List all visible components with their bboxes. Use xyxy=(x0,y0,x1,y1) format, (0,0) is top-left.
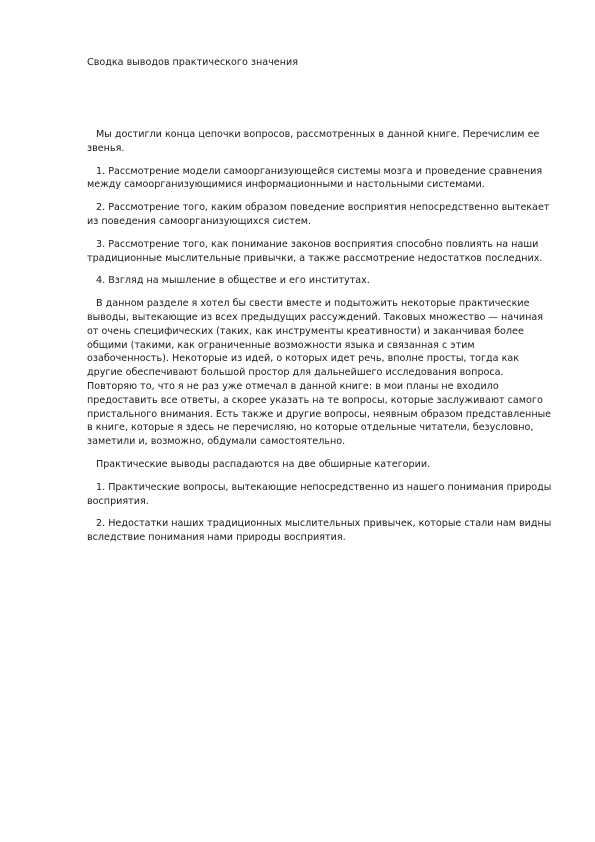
category-item-1: 1. Практические вопросы, вытекающие непосредственно из нашего понимания природы восприятия. xyxy=(87,481,552,507)
document-body xyxy=(87,128,555,554)
paragraph-main: В данном разделе я хотел бы свести вместе и подытожить некоторые практические выводы, вытекающие из всех предыдущих рассуждений. Таковых множество — начиная от очень специфических (таких, как инструменты креативности) и заканчивая более общими (такими, как ограниченные возможности языка и связанная с этим озабоченность). Некоторые из идей, о которых идет речь, вполне просты, тогда как другие обеспечивают большой простор для дальнейшего исследования вопроса. Повторяю то, что я не раз уже отмечал в данной книге: в мои планы не входило предоставить все ответы, а скорее указать на те вопросы, которые заслуживают самого пристального внимания. Есть также и другие вопросы, неявным образом представленные в книге, которые я здесь не перечисляю, но которые отдельные читатели, безусловно, заметили и, возможно, обдумали самостоятельно. xyxy=(87,298,552,448)
paragraph-intro: Мы достигли конца цепочки вопросов, рассмотренных в данной книге. Перечислим ее звенья. xyxy=(87,129,540,154)
document-heading: Сводка выводов практического значения xyxy=(87,57,298,68)
list-item-1: 1. Рассмотрение модели самоорганизующейся системы мозга и проведение сравнения между самоорганизующимися информационными и настольными системами. xyxy=(87,165,543,191)
paragraph-categories: Практические выводы распадаются на две обширные категории. xyxy=(96,458,431,470)
category-item-2: 2. Недостатки наших традиционных мыслительных привычек, которые стали нам видны вследствие понимания нами природы восприятия. xyxy=(87,518,552,544)
list-item-4: 4. Взгляд на мышление в обществе и его институтах. xyxy=(96,275,370,287)
list-item-3: 3. Рассмотрение того, как понимание законов восприятия способно повлиять на наши традиционные мыслительные привычки, а также рассмотрение недостатков последних. xyxy=(87,238,543,264)
list-item-2: 2. Рассмотрение того, каким образом поведение восприятия непосредственно вытекает из поведения самоорганизующихся систем. xyxy=(87,202,550,227)
